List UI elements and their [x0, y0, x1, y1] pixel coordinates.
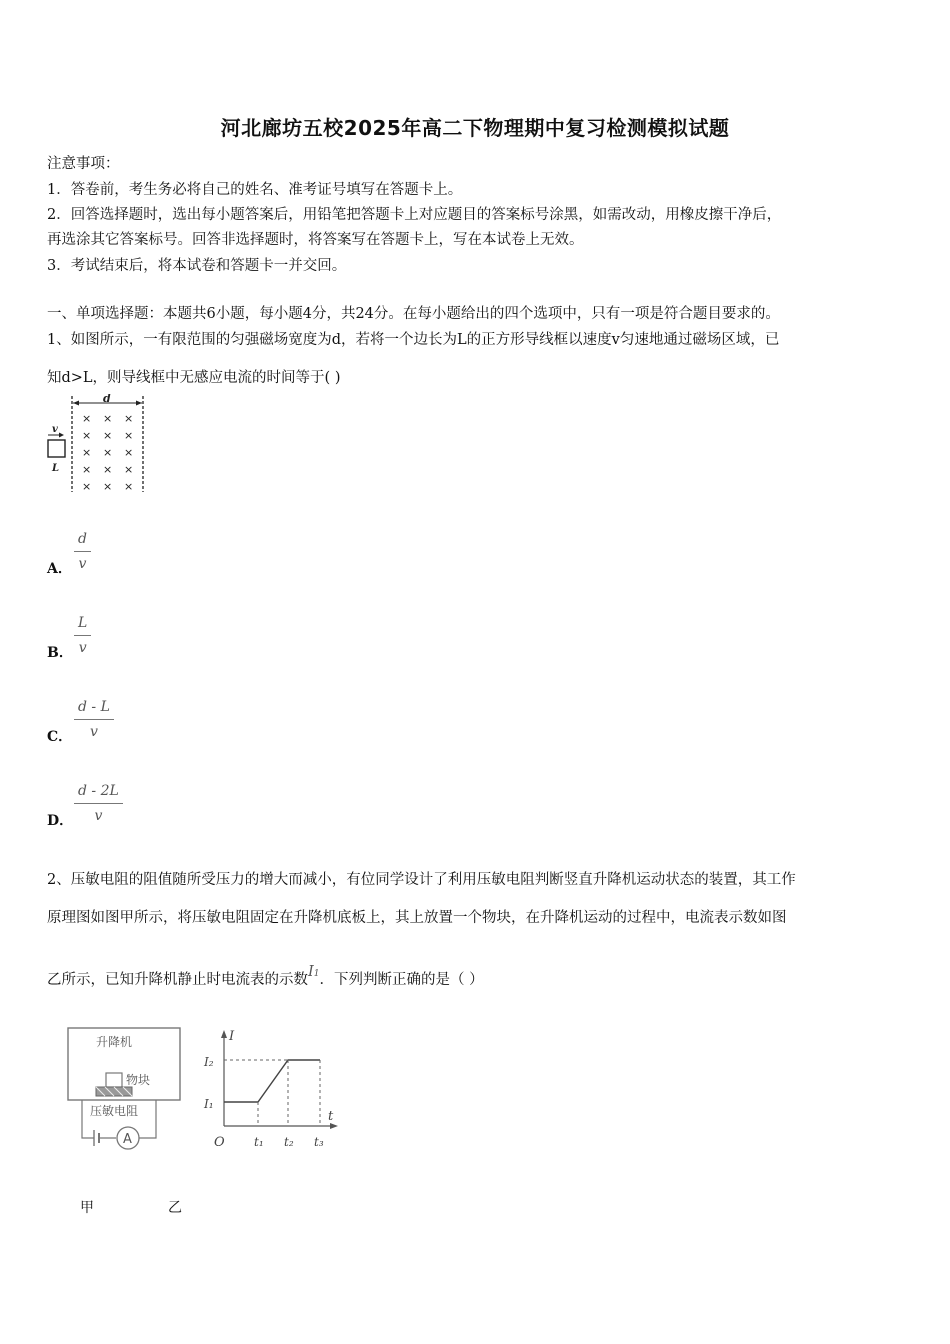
option-b-fraction [74, 615, 91, 656]
cross-mark: × [103, 480, 113, 493]
cross-mark: × [124, 429, 134, 442]
i-axis-label: I [229, 1029, 235, 1044]
L-label: L [52, 463, 60, 474]
cross-mark: × [103, 412, 113, 425]
t2-label: t₂ [284, 1135, 294, 1149]
i2-label: I₂ [204, 1055, 214, 1069]
question-2-line2: 原理图如图甲所示，将压敏电阻固定在升降机底板上，其上放置一个物块，在升降机运动的过程中，电流表示数如图 [47, 910, 787, 926]
magnetic-field-figure [44, 394, 154, 496]
notice-heading: 注意事项： [47, 156, 120, 172]
cross-mark: × [103, 429, 113, 442]
square-loop [48, 440, 65, 457]
cross-mark: × [124, 446, 134, 459]
t-axis-label: t [328, 1109, 334, 1124]
question-2-line3-end: ．下列判断正确的是（ ） [319, 972, 484, 988]
cross-mark: × [82, 446, 92, 459]
notice-item: 2．回答选择题时，选出每小题答案后，用铅笔把答题卡上对应题目的答案标号涂黑，如需改动，用橡皮擦干净后， [47, 207, 782, 223]
t3-label: t₃ [314, 1135, 324, 1149]
block-label: 物块 [126, 1073, 151, 1087]
option-a-numerator: d [74, 531, 91, 552]
cross-mark: × [124, 412, 134, 425]
option-d-denominator: v [94, 808, 103, 824]
v-label: v [52, 424, 58, 435]
figure-caption-jia: 甲 [80, 1200, 94, 1216]
cross-mark: × [124, 463, 134, 476]
current-time-graph [196, 1022, 346, 1162]
option-d-label[interactable]: D． [47, 813, 74, 829]
cross-mark: × [82, 463, 92, 476]
field-crosses [82, 412, 133, 493]
option-c-numerator: d - L [74, 699, 114, 720]
resistor-label: 压敏电阻 [90, 1104, 139, 1118]
option-d-numerator: d - 2L [74, 783, 123, 804]
notice-item: 3．考试结束后，将本试卷和答题卡一并交回。 [47, 258, 347, 274]
option-b-denominator: v [78, 640, 87, 656]
cross-mark: × [82, 480, 92, 493]
option-d-fraction [74, 783, 123, 824]
block-shape [106, 1073, 122, 1087]
current-curve [224, 1060, 320, 1102]
option-b-label[interactable]: B． [47, 645, 73, 661]
option-c-label[interactable]: C． [47, 729, 73, 745]
current-subscript: 1 [313, 969, 320, 979]
ammeter-label: A [123, 1132, 132, 1147]
question-2-line3-start: 乙所示，已知升降机静止时电流表的示数 [47, 972, 308, 988]
elevator-label: 升降机 [96, 1035, 133, 1049]
d-label: d [103, 394, 111, 405]
t1-label: t₁ [254, 1135, 264, 1149]
current-symbol: I [308, 964, 314, 980]
option-a-fraction [74, 531, 91, 572]
cross-mark: × [103, 463, 113, 476]
cross-mark: × [82, 412, 92, 425]
section-heading: 一、单项选择题：本题共6小题，每小题4分，共24分。在每小题给出的四个选项中，只有一项是符合题目要求的。 [47, 306, 780, 322]
notice-item: 1．答卷前，考生务必将自己的姓名、准考证号填写在答题卡上。 [47, 182, 463, 198]
option-a-label[interactable]: A． [47, 561, 72, 577]
elevator-circuit-figure [60, 1018, 190, 1158]
question-1-line1: 1、如图所示，一有限范围的匀强磁场宽度为d，若将一个边长为L的正方形导线框以速度v匀速地通过磁场区域，已 [47, 332, 780, 348]
question-1-line2: 知d>L，则导线框中无感应电流的时间等于( ) [47, 370, 341, 386]
page-title: 河北廊坊五校2025年高二下物理期中复习检测模拟试题 [220, 116, 730, 140]
question-2-line3 [47, 964, 484, 989]
option-b-numerator: L [74, 615, 91, 636]
notice-item: 再选涂其它答案标号。回答非选择题时，将答案写在答题卡上，写在本试卷上无效。 [47, 232, 584, 248]
option-a-denominator: v [78, 556, 87, 572]
i1-label: I₁ [204, 1097, 214, 1111]
option-c-denominator: v [89, 724, 98, 740]
pressure-resistor-shape [96, 1087, 132, 1096]
cross-mark: × [103, 446, 113, 459]
option-c-fraction [74, 699, 114, 740]
cross-mark: × [124, 480, 134, 493]
figure-caption-yi: 乙 [168, 1200, 182, 1216]
question-2-line1: 2、压敏电阻的阻值随所受压力的增大而减小，有位同学设计了利用压敏电阻判断竖直升降机运动状态的装置，其工作 [47, 872, 796, 888]
origin-label: O [214, 1135, 225, 1150]
cross-mark: × [82, 429, 92, 442]
